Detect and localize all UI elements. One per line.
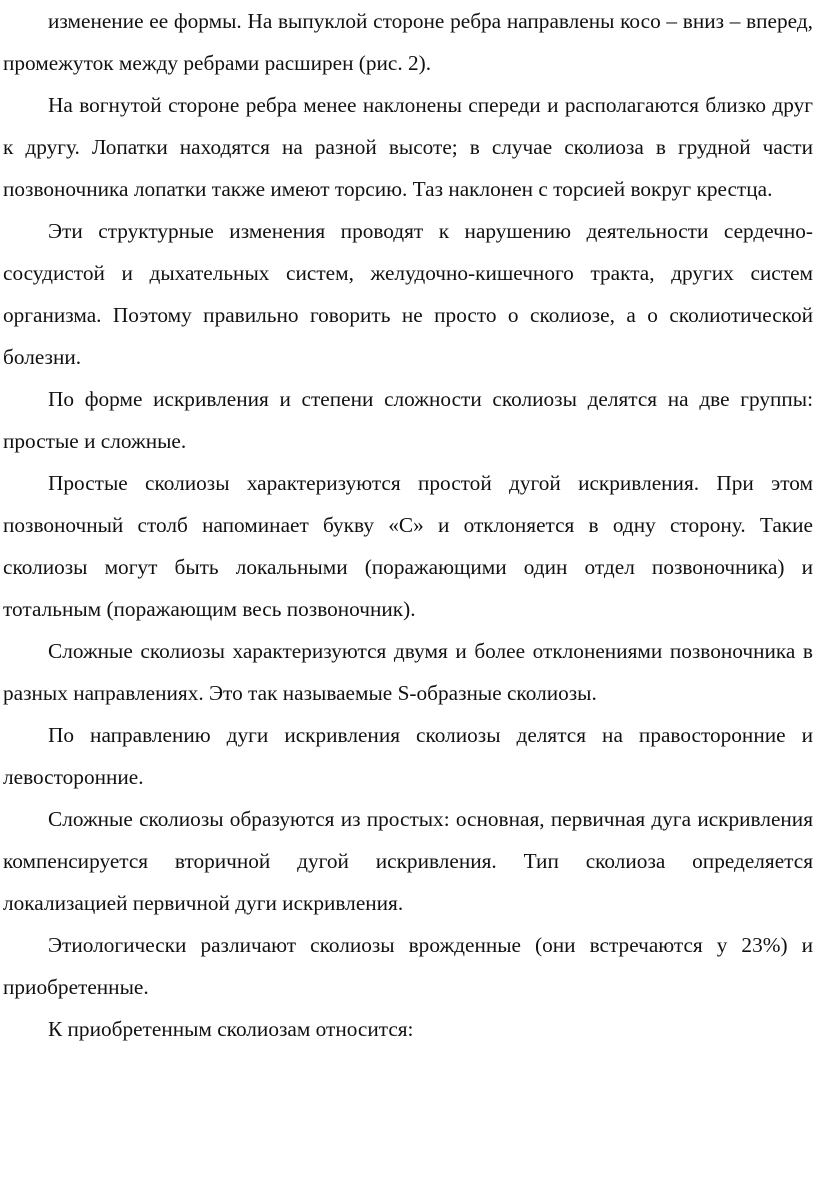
paragraph-3: Эти структурные изменения проводят к нарушению деятельности сердечно-сосудистой и дыхательных систем, желудочно-кишечного тракта, других систем организма. Поэтому правильно говорить не просто о сколиозе, а о сколиотической болезни.	[3, 219, 813, 369]
paragraph-7: По направлению дуги искривления сколиозы делятся на правосторонние и левосторонние.	[3, 723, 813, 789]
paragraph-6: Сложные сколиозы характеризуются двумя и более отклонениями позвоночника в разных направлениях. Это так называемые S-образные сколиозы.	[3, 639, 813, 705]
paragraph-2: На вогнутой стороне ребра менее наклонены спереди и располагаются близко друг к другу. Лопатки находятся на разной высоте; в случае сколиоза в грудной части позвоночника лопатки также имеют торсию. Таз наклонен с торсией вокруг крестца.	[3, 93, 813, 201]
paragraph-8: Сложные сколиозы образуются из простых: основная, первичная дуга искривления компенсируется вторичной дугой искривления. Тип сколиоза определяется локализацией первичной дуги искривления.	[3, 807, 813, 915]
paragraph-5: Простые сколиозы характеризуются простой дугой искривления. При этом позвоночный столб напоминает букву «С» и отклоняется в одну сторону. Такие сколиозы могут быть локальными (поражающими один отдел позвоночника) и тотальным (поражающим весь позвоночник).	[3, 471, 813, 621]
paragraph-10: К приобретенным сколиозам относится:	[48, 1017, 414, 1041]
paragraph-4: По форме искривления и степени сложности сколиозы делятся на две группы: простые и сложные.	[3, 387, 813, 453]
paragraph-1: изменение ее формы. На выпуклой стороне ребра направлены косо – вниз – вперед, промежуток между ребрами расширен (рис. 2).	[3, 9, 813, 75]
paragraph-9: Этиологически различают сколиозы врожденные (они встречаются у 23%) и приобретенные.	[3, 933, 813, 999]
